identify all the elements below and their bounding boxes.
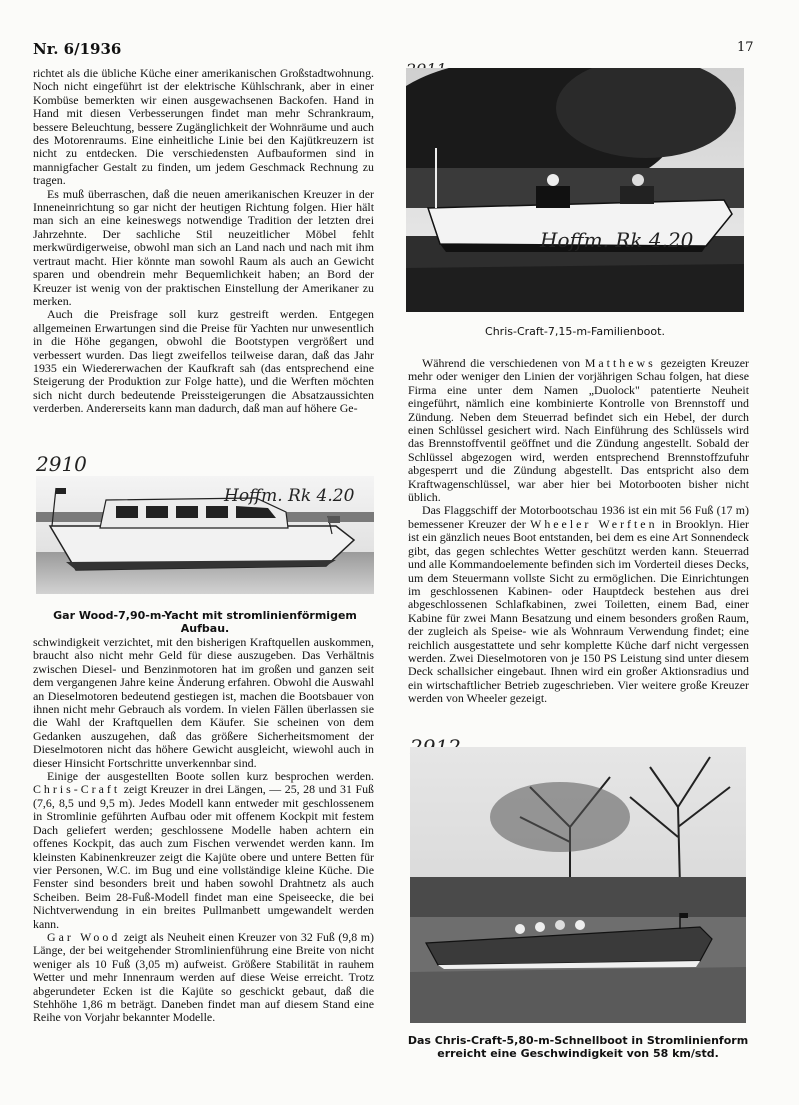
text-run: Während die verschiedenen von	[422, 356, 581, 370]
handwritten-label: Hoffm. Rk 4.20	[224, 486, 355, 506]
column-left-bottom	[33, 636, 374, 1025]
paragraph: richtet als die übliche Küche einer amerikanischen Großstadtwohnung. Noch nicht eingeführt ist der elektrische Kühlschrank, aber in einer Kombüse bemerkten wir einen ausgewachsenen Backofen. Hand in Hand mit diesen Verbesserungen findet man mehr Schrankraum, bessere Beleuchtung, bessere Zugänglichkeit der Wohnräume und auch des Motorenraums. Eine einheitliche Linie bei den Kajütkreuzern ist nicht zu entdecken. Die verschiedensten Aufbauformen sind in mannigfacher Gestalt zu finden, um jedem Geschmack Rechnung zu tragen.	[33, 66, 374, 188]
paragraph	[33, 770, 374, 931]
text-run: zeigt als Neuheit einen Kreuzer von 32 Fuß (9,8 m) Länge, der bei weitgehender Stromlinienführung eine Breite von nicht weniger als 10 Fuß (3,05 m) aufweist. Größere Stabilität in rauhem Wetter und mehr Innenraum werden auf diese Weise erreicht. Trotz abgerundeter Ecken ist die Kajüte so geschickt gebaut, daß die Stehhöhe 1,86 m beträgt. Daneben findet man auf diesem Stand eine Reihe von Vorjahr bekannter Modelle.	[33, 929, 374, 1025]
handwritten-number: 2910	[36, 452, 87, 476]
paragraph: schwindigkeit verzichtet, mit den bisherigen Kraftquellen auskommen, braucht also nicht mehr Geld für diese auszugeben. Das Verhältnis zwischen Diesel- und Benzinmotoren hat im großen und ganzen seit dem vergangenen Jahre keine Änderung erfahren. Obwohl die Auswahl an Dieselmotoren bedeutend gestiegen ist, machen die Bootsbauer von ihnen nicht mehr Gebrauch als vordem. In vielen Fällen überlassen sie die Wahl der Kraftquellen dem Käufer. Sie scheinen von dem Gedanken auszugehen, daß das größere Sicherheitsmoment der Dieselmotoren nicht das höhere Gewicht ausgleicht, wiewohl auch in dieser Hinsicht Fortschritte unverkennbar sind.	[33, 635, 374, 770]
caption-gar-wood-yacht: Gar Wood-7,90-m-Yacht mit stromlinienförmigem Aufbau.	[53, 609, 357, 635]
brand-name: Matthews	[584, 356, 656, 370]
brand-name: Gar Wood	[47, 929, 121, 944]
page-number: 17	[737, 40, 754, 55]
family-boat-image	[406, 68, 744, 312]
handwritten-label: Hoffm. Rk 4.20	[540, 228, 694, 252]
text-run: zeigt Kreuzer in drei Längen, — 25, 28 und 31 Fuß (7,6, 8,5 und 9,5 m). Jedes Modell kann entweder mit geschlossenem in Stromlinie geführten Aufbau oder mit offenem Kockpit mit festem Dach geliefert werden; geschlossene Modelle haben achtern ein offenes Kockpit, das auch zum Fischen verwendet werden kann. Im kleinsten Kabinenkreuzer zeigt die Kajüte obere und untere Betten für vier Personen, W.C. im Bug und eine vollständige kleine Küche. Die Fenster sind besonders breit und haben sowohl Drahtnetz als auch Scheiben. Beim 28-Fuß-Modell findet man eine Speiseecke, die bei Nichtverwendung in ein breites Pullmanbett umgewandelt werden kann.	[33, 782, 374, 931]
paragraph: Auch die Preisfrage soll kurz gestreift werden. Entgegen allgemeinen Erwartungen sind die Preise für Yachten nur unwesentlich in die Höhe gegangen, obwohl die Bootstypen vergrößert und verbessert wurden. Das liegt zweifellos teilweise daran, daß das Jahr 1935 ein Wiedererwachen der Kaufkraft sah (das entsprechend eine Steigerung der Produktion zur Folge hatte), und die Werften möchten sich nicht durch bedeutende Preissteigerungen die Absatzaussichten verderben. Andererseits kann man dadurch, daß man auf höhere Ge-	[33, 307, 374, 416]
paragraph: Es muß überraschen, daß die neuen amerikanischen Kreuzer in der Inneneinrichtung so gar nicht der heutigen Richtung folgen. Hier hält man sich an eine keineswegs notwendige Tradition der letzten drei Jahrzehnte. Der sachliche Stil neuzeitlicher Möbel fehlt merkwürdigerweise, obwohl man sich an Land nach und nach mit ihm vertraut macht. Hier könnte man sowohl Raum als auch an Gewicht sparen und obendrein mehr Bequemlichkeit haben; an Bord der Kreuzer ist wenig von der praktischen Einstellung der Amerikaner zu merken.	[33, 186, 374, 308]
brand-name: Wheeler Werften	[530, 516, 658, 531]
text-run: Einige der ausgestellten Boote sollen kurz besprochen werden.	[47, 769, 374, 784]
photo-chris-craft-family-boat	[406, 68, 744, 312]
speedboat-image	[410, 747, 746, 1023]
caption-chris-craft-family-boat: Chris-Craft-7,15-m-Familienboot.	[485, 325, 665, 338]
column-right	[408, 357, 749, 706]
paragraph	[408, 504, 749, 705]
caption-chris-craft-speedboat: Das Chris-Craft-5,80-m-Schnellboot in Stromlinienform erreicht eine Geschwindigkeit von 58 km/std.	[407, 1034, 749, 1060]
text-run: Das Flaggschiff der Motorbootschau 1936 ist ein mit 56 Fuß (17 m) bemessener Kreuzer der	[408, 503, 749, 531]
text-run: in Brooklyn. Hier ist ein gänzlich neues Boot entstanden, bei dem es eine Art Sonnendeck gibt, das gegen schlechtes Wetter geschützt werden kann. Steuerrad und alle Kommandoelemente befinden sich im Vorderteil dieses Decks, um dem Steuermann vollste Sicht zu ermöglichen. Die Einrichtungen im geschlossenen Kabinen- oder Hauptdeck bestehen aus drei abgeschlossenen Schlafkabinen, zwei Toiletten, einem Bad, einer Kabine für zwei Mann Besatzung und einem besonders großen Raum, der zugleich als Speise- wie als Wohnraum Verwendung findet; eine reichlich ausgestattete und sehr komplette Küche darf nicht vergessen werden. Zwei Dieselmotoren von je 150 PS Leistung sind unter diesem Deck schallsicher eingebaut. Ihnen wird ein großer Aktionsradius und ein wirtschaftlicher Betrieb zugeschrieben. Vier weitere große Kreuzer werden von Wheeler gezeigt.	[408, 516, 749, 706]
photo-chris-craft-speedboat	[410, 747, 746, 1023]
brand-name: Chris-Craft	[33, 782, 121, 797]
paragraph	[408, 357, 749, 504]
text-run: gezeigten Kreuzer mehr oder weniger den Linien der vorjährigen Schau folgen, hat diese Firma eine unter dem Namen „Duolock" patentierte Neuheit eingeführt, nämlich eine kombinierte Kontrolle von Brennstoff und Zündung. Neben dem Steuerrad befindet sich ein Hebel, der durch einen Schlüssel gesichert wird. Nach Einführung des Schlüssels wird das Brennstoffventil geöffnet und die Zündung angestellt. Sobald der Schlüssel abgezogen wird, werden entsprechend Brennstoffzufuhr abgesperrt und die Zündung abgestellt. Das entspricht also dem Kraftwagenschlüssel, war aber hier bei Motorbooten bisher nicht üblich.	[408, 356, 749, 505]
column-left-top	[33, 67, 374, 416]
paragraph	[33, 931, 374, 1025]
issue-number: Nr. 6/1936	[33, 40, 122, 58]
